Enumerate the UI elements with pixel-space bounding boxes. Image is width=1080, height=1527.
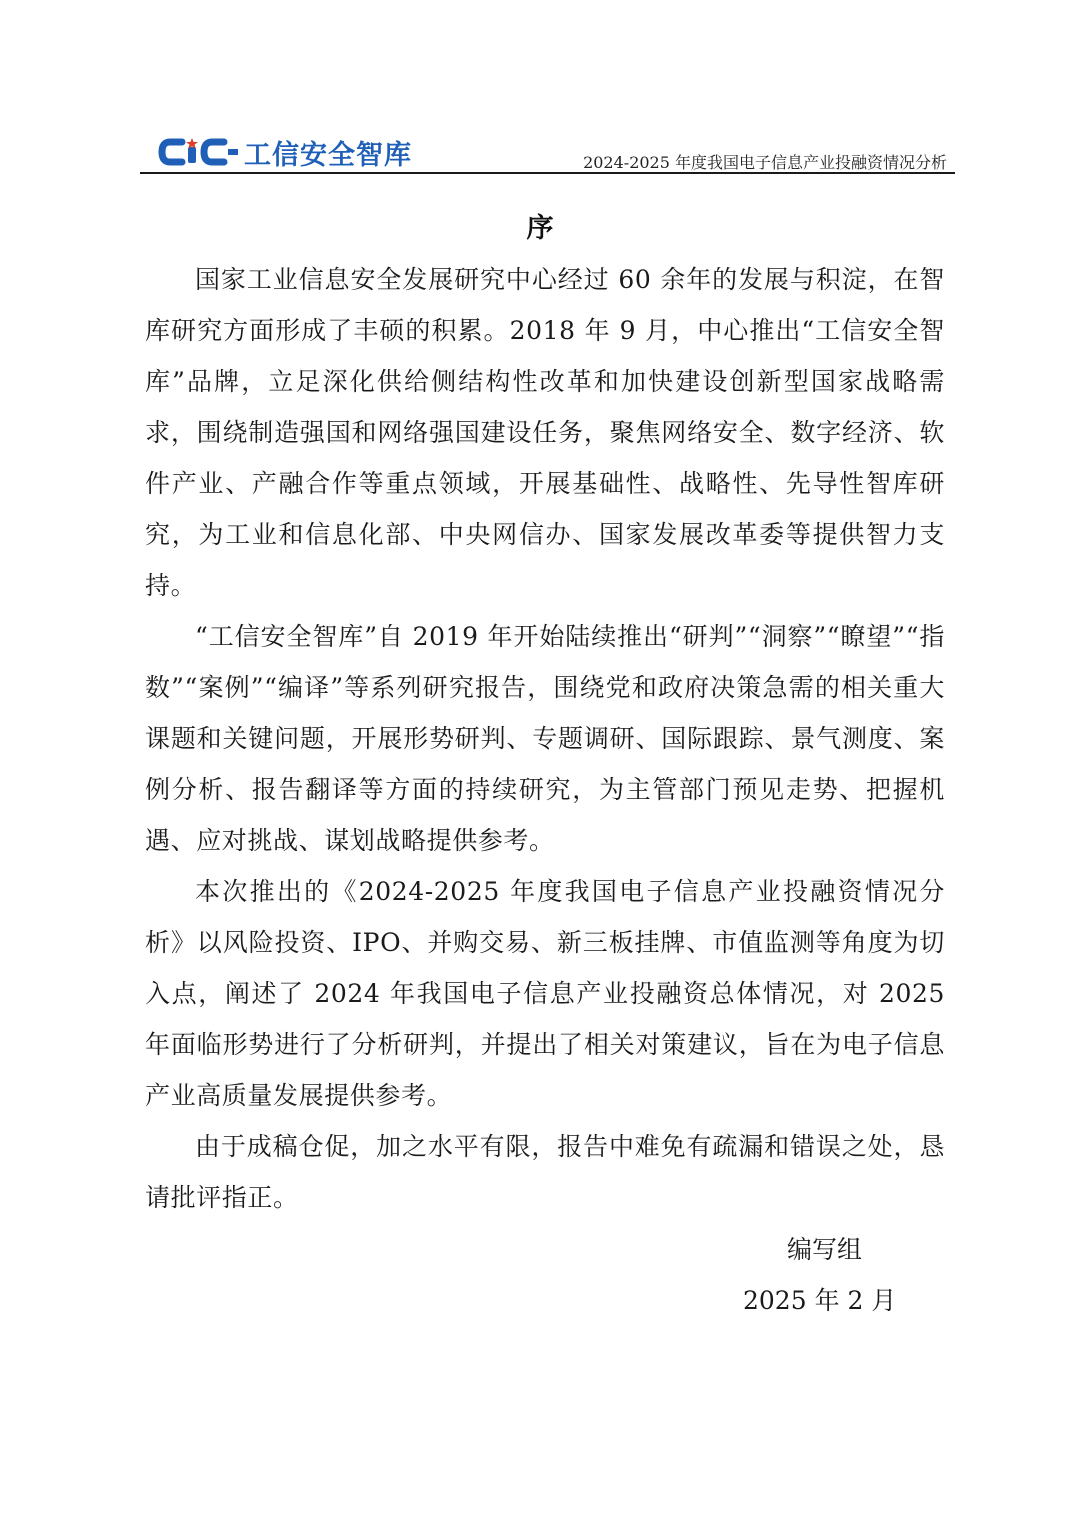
preface-body (145, 254, 945, 1223)
paragraph: 本次推出的《2024-2025 年度我国电子信息产业投融资情况分析》以风险投资、IPO、并购交易、新三板挂牌、市值监测等角度为切入点，阐述了 2024 年我国电子信息产业投融资总体情况，对 2025 年面临形势进行了分析研判，并提出了相关对策建议，旨在为电子信息产业高质量发展提供参考。 (145, 877, 945, 1110)
page-header (140, 126, 955, 174)
signature-date: 2025 年 2 月 (743, 1286, 897, 1315)
header-divider (140, 172, 955, 174)
paragraph: 由于成稿仓促，加之水平有限，报告中难免有疏漏和错误之处，恳请批评指正。 (145, 1132, 945, 1212)
paragraph: 国家工业信息安全发展研究中心经过 60 余年的发展与积淀，在智库研究方面形成了丰硕的积累。2018 年 9 月，中心推出“工信安全智库”品牌，立足深化供给侧结构性改革和加快建设创新型国家战略需求，围绕制造强国和网络强国建设任务，聚焦网络安全、数字经济、软件产业、产融合作等重点领域，开展基础性、战略性、先导性智库研究，为工业和信息化部、中央网信办、国家发展改革委等提供智力支持。 (145, 265, 945, 600)
section-title: 序 (526, 213, 554, 244)
cic-logo-icon (158, 136, 240, 168)
report-title: 2024-2025 年度我国电子信息产业投融资情况分析 (583, 153, 947, 172)
cic-logo (158, 132, 412, 172)
signature-team: 编写组 (787, 1235, 863, 1264)
logo-text: 工信安全智库 (244, 139, 412, 171)
paragraph: “工信安全智库”自 2019 年开始陆续推出“研判”“洞察”“瞭望”“指数”“案例”“编译”等系列研究报告，围绕党和政府决策急需的相关重大课题和关键问题，开展形势研判、专题调研、国际跟踪、景气测度、案例分析、报告翻译等方面的持续研究，为主管部门预见走势、把握机遇、应对挑战、谋划战略提供参考。 (145, 622, 945, 855)
